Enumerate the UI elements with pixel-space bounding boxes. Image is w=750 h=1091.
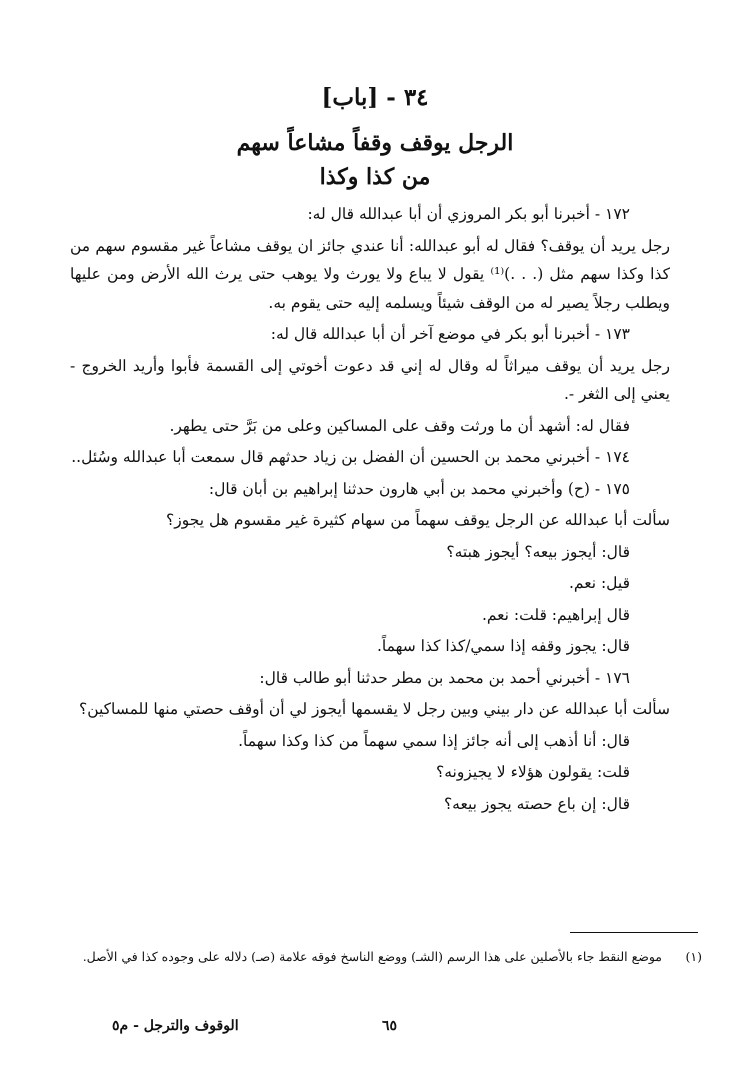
page-number: ٦٥ xyxy=(381,1018,397,1034)
dialogue-line-7: قال: إن باع حصته يجوز بيعه؟ xyxy=(443,794,630,813)
chapter-heading: ٣٤ - [باب] xyxy=(321,84,429,111)
paragraph-172: ١٧٢ - أخبرنا أبو بكر المروزي أن أبا عبدالله قال له: xyxy=(307,205,630,223)
paragraph-172-text: رجل يريد أن يوقف؟ فقال له أبو عبدالله: أنا عندي جائز ان يوقف مشاعاً غير مقسوم سهم من كذا وكذا سهم مثل (. . .)⁽¹⁾ يقول لا يباع ولا يورث ولا يوهب حتى يرث الله الأرض ومن عليها ويطلب رجلاً يصير له من الوقف شيئاً ويسلمه إليه حتى يقوم به. xyxy=(70,236,670,312)
dialogue-line-1: قال: أيجوز بيعه؟ أيجوز هبته؟ xyxy=(446,542,630,561)
dialogue-line-6: قلت: يقولون هؤلاء لا يجيزونه؟ xyxy=(436,763,630,781)
paragraph-176: ١٧٦ - أخبرني أحمد بن محمد بن مطر حدثنا أبو طالب قال: xyxy=(259,668,630,687)
paragraph-175-question: سألت أبا عبدالله عن الرجل يوقف سهماً من سهام كثيرة غير مقسوم هل يجوز؟ xyxy=(166,511,670,529)
dialogue-line-3: قال إبراهيم: قلت: نعم. xyxy=(481,605,630,624)
paragraph-176-question: سألت أبا عبدالله عن دار بيني وبين رجل لا يقسمها أيجوز لي أن أوقف حصتي منها للمساكين؟ xyxy=(78,700,670,718)
section-title xyxy=(0,126,750,194)
dialogue-line-5: قال: أنا أذهب إلى أنه جائز إذا سمي سهماً من كذا وكذا سهماً. xyxy=(238,731,630,750)
section-title-line-1: الرجل يوقف وقفاً مشاعاً سهم xyxy=(236,130,514,156)
footnote-text: موضع النقط جاء بالأصلين على هذا الرسم (الشـ) ووضع الناسخ فوقه علامة (صـ) دلاله على وجوده كذا في الأصل. xyxy=(82,949,662,964)
footnote-divider xyxy=(570,932,698,933)
section-title-line-2: من كذا وكذا xyxy=(319,164,431,190)
body-text xyxy=(70,200,670,821)
paragraph-173-answer: فقال له: أشهد أن ما ورثت وقف على المساكين وعلى من بَرَّ حتى يطهر. xyxy=(169,416,630,435)
footnote xyxy=(68,945,702,968)
dialogue-line-4: قال: يجوز وقفه إذا سمي/كذا كذا سهماً. xyxy=(376,637,630,655)
footnote-number: (١) xyxy=(685,949,702,964)
paragraph-175: ١٧٥ - (ح) وأخبرني محمد بن أبي هارون حدثنا إبراهيم بن أبان قال: xyxy=(208,479,630,498)
dialogue-line-2: قيل: نعم. xyxy=(568,574,630,592)
printer-signature: الوقوف والترجل - م٥ xyxy=(112,1018,239,1034)
paragraph-173: ١٧٣ - أخبرنا أبو بكر في موضع آخر أن أبا عبدالله قال له: xyxy=(270,325,630,343)
paragraph-173-text: رجل يريد أن يوقف ميراثاً له وقال له إني قد دعوت أخوتي إلى القسمة فأبوا وأريد الخروج - يعني إلى الثغر -. xyxy=(70,356,670,403)
paragraph-174: ١٧٤ - أخبرني محمد بن الحسين أن الفضل بن زياد حدثهم قال سمعت أبا عبدالله وسُئل.. xyxy=(71,448,630,466)
